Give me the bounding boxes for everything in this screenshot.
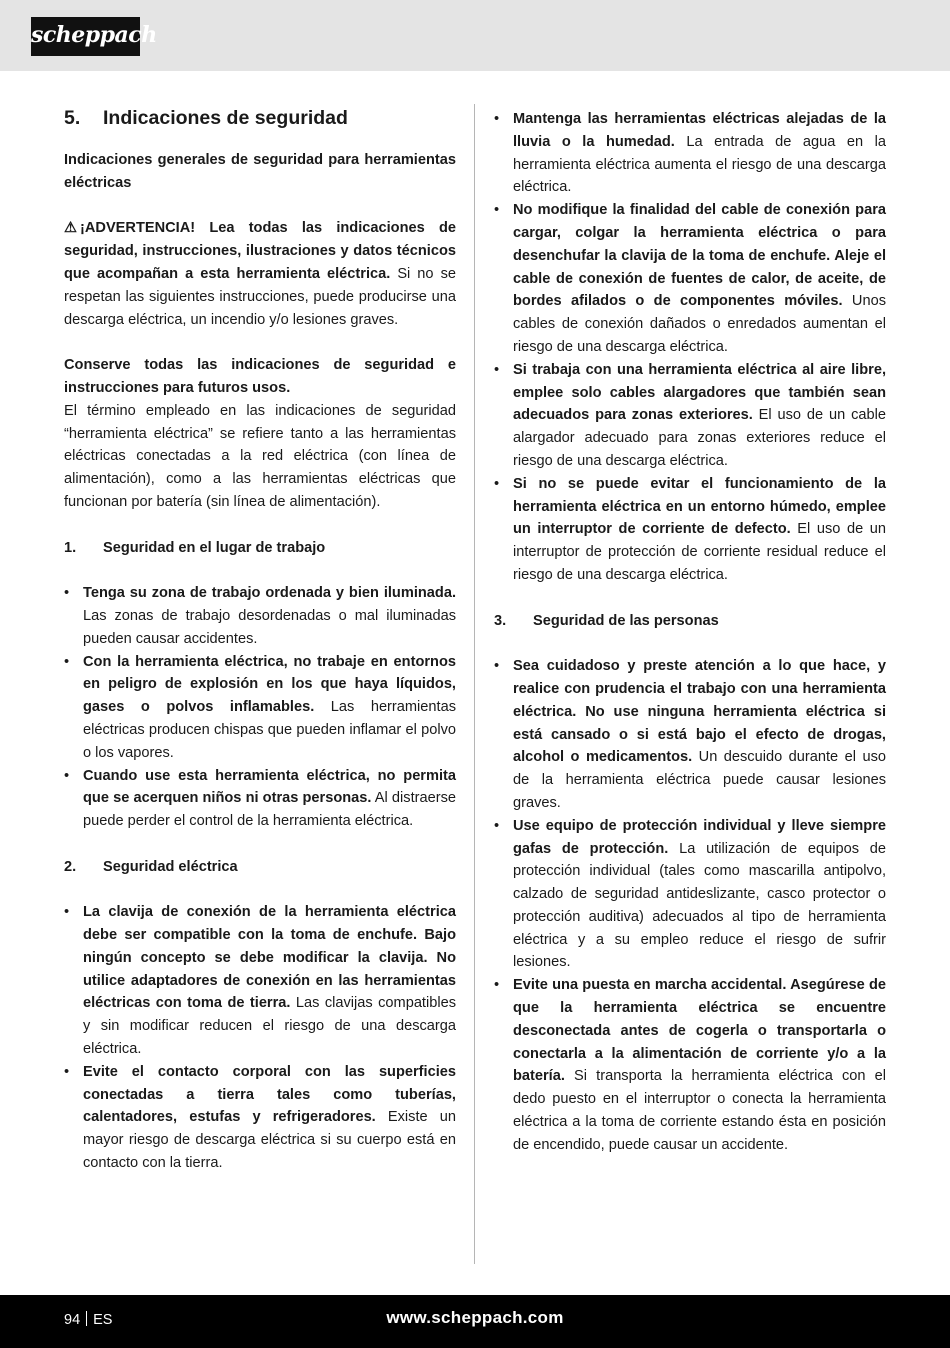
subsection-number: 2. [64,858,77,875]
column-divider [474,104,475,1264]
list-item-text: Al distraerse puede perder el control de la herramienta eléctrica. [83,790,457,830]
right-column [494,108,886,1157]
list-item [64,651,456,765]
keep-instructions-heading: Conserve todas las indicaciones de seguridad e instrucciones para futuros usos. [64,357,456,396]
list-item [494,974,886,1156]
list-item-bold: La clavija de conexión de la herramienta eléctrica debe ser compatible con la toma de enchufe. Bajo ningún concepto se debe modificar la clavija. No utilice adaptadores de conexión en las herramientas eléctricas con toma de tierra. [83,904,456,1012]
section-title: Indicaciones de seguridad [103,107,348,129]
language-code: ES [93,1312,113,1328]
list-item-text: Si transporta la herramienta eléctrica con el dedo puesto en el interruptor o conecta la herramienta eléctrica a la toma de corriente estando ésta en posición de encendido, puede causar un accidente. [513,1068,886,1153]
subsection-number: 3. [494,612,507,629]
warning-bold-text: ¡ADVERTENCIA! Lea todas las indicaciones de seguridad, instrucciones, ilustraciones y datos técnicos que acompañan a esta herramienta eléctrica. [64,220,456,282]
section-heading [64,105,456,131]
subsection-title: Seguridad en el lugar de trabajo [103,539,326,556]
list-item-text: La entrada de agua en la herramienta eléctrica aumenta el riesgo de una descarga eléctrica. [513,133,886,196]
subsection-title: Seguridad eléctrica [103,858,238,875]
list-item-text: Las clavijas compatibles y sin modificar reducen el riesgo de una descarga eléctrica. [83,995,457,1058]
list-item-bold: Sea cuidadoso y preste atención a lo que hace, y realice con prudencia el trabajo con una herramienta eléctrica. No use ninguna herramienta eléctrica si está cansado o si está bajo el efecto de drogas, alcohol o medicamentos. [513,658,886,766]
list-item-bold: Evite el contacto corporal con las superficies conectadas a tierra tales como tuberías, calentadores, estufas y refrigeradores. [83,1063,456,1126]
list-item-bold: Evite una puesta en marcha accidental. Asegúrese de que la herramienta eléctrica se encuentre desconectada antes de cogerla o transportarla o conectarla a la alimentación de corriente y/o a la batería. [513,977,886,1085]
warning-icon: ⚠ [64,220,78,237]
list-item-bold: Tenga su zona de trabajo ordenada y bien iluminada. [83,585,456,602]
list-item-text: Las zonas de trabajo desordenadas o mal iluminadas pueden causar accidentes. [83,607,456,647]
list-item-bold: Mantenga las herramientas eléctricas alejadas de la lluvia o la humedad. [513,111,886,150]
list-item-bold: Con la herramienta eléctrica, no trabaje en entornos en peligro de explosión en los que haya líquidos, gases o polvos inflamables. [83,653,456,716]
list-item-bold: No modifique la finalidad del cable de conexión para cargar, colgar la herramienta eléctrica o para desenchufar la clavija de la toma de enchufe. Aleje el cable de conexión de fuentes de calor, de aceite, de bordes afilados o de componentes móviles. [513,202,886,310]
warning-paragraph [64,217,456,331]
general-subheading: Indicaciones generales de seguridad para herramientas eléctricas [64,152,456,191]
list-item-text: Unos cables de conexión dañados o enredados aumentan el riesgo de una descarga eléctrica. [513,293,886,355]
list-item-bold: Use equipo de protección individual y lleve siempre gafas de protección. [513,817,886,857]
list-item-text: La utilización de equipos de protección individual (tales como mascarilla antipolvo, calzado de seguridad antideslizante, casco protector o protección auditiva) adecuados al tipo de herramienta eléctrica y a su empleo reduce el riesgo de sufrir lesiones. [513,840,886,971]
website-link[interactable]: www.scheppach.com [386,1308,564,1327]
brand-logo: scheppach [31,17,140,56]
warning-text: Si no se respetan las siguientes instrucciones, puede producirse una descarga eléctrica, un incendio y/o lesiones graves. [64,265,456,328]
list-item [494,473,886,587]
list-item-text: El uso de un interruptor de protección de corriente residual reduce el riesgo de una descarga eléctrica. [513,521,886,583]
list-item-text: Un descuido durante el uso de la herramienta eléctrica puede causar lesiones graves. [513,749,886,811]
list-item [494,655,886,815]
section-number: 5. [64,107,81,129]
definition-paragraph: El término empleado en las indicaciones de seguridad “herramienta eléctrica” se refiere tanto a las herramientas eléctricas conectadas a la red eléctrica (con línea de alimentación), como a las herramientas eléctricas que funcionan por batería (sin línea de alimentación). [64,402,456,510]
bullet-list-electrical-continued [494,108,886,587]
subsection-heading-3 [494,610,886,633]
footer-bar [0,1295,950,1348]
list-item-bold: Si trabaja con una herramienta eléctrica al aire libre, emplee solo cables alargadores que también sean adecuados para zonas exteriores. [513,361,886,424]
list-item-text: El uso de un cable alargador adecuado para zonas exteriores reduce el riesgo de una descarga eléctrica. [513,407,886,469]
list-item-text: Las herramientas eléctricas producen chispas que pueden inflamar el polvo o los vapores. [83,699,456,761]
page-number: 94 [64,1312,81,1328]
list-item-bold: Cuando use esta herramienta eléctrica, no permita que se acerquen niños ni otras personas. [83,767,456,807]
list-item [64,765,456,833]
left-column [64,105,456,1175]
subsection-heading-1 [64,537,456,560]
subsection-title: Seguridad de las personas [533,612,719,629]
bullet-list-personal-safety [494,655,886,1157]
list-item-text: Existe un mayor riesgo de descarga eléctrica si su cuerpo está en contacto con la tierra. [83,1109,456,1172]
subsection-heading-2 [64,856,456,879]
list-item [494,815,886,975]
list-item [64,582,456,650]
list-item [494,359,886,473]
bullet-list-workplace [64,582,456,833]
list-item-bold: Si no se puede evitar el funcionamiento de la herramienta eléctrica en un entorno húmedo, emplee un interruptor de corriente de defecto. [513,475,886,538]
subsection-number: 1. [64,539,77,556]
list-item [64,901,456,1061]
list-item [494,199,886,359]
list-item [494,108,886,199]
list-item [64,1061,456,1175]
bullet-list-electrical [64,901,456,1175]
header-bar [0,0,950,71]
